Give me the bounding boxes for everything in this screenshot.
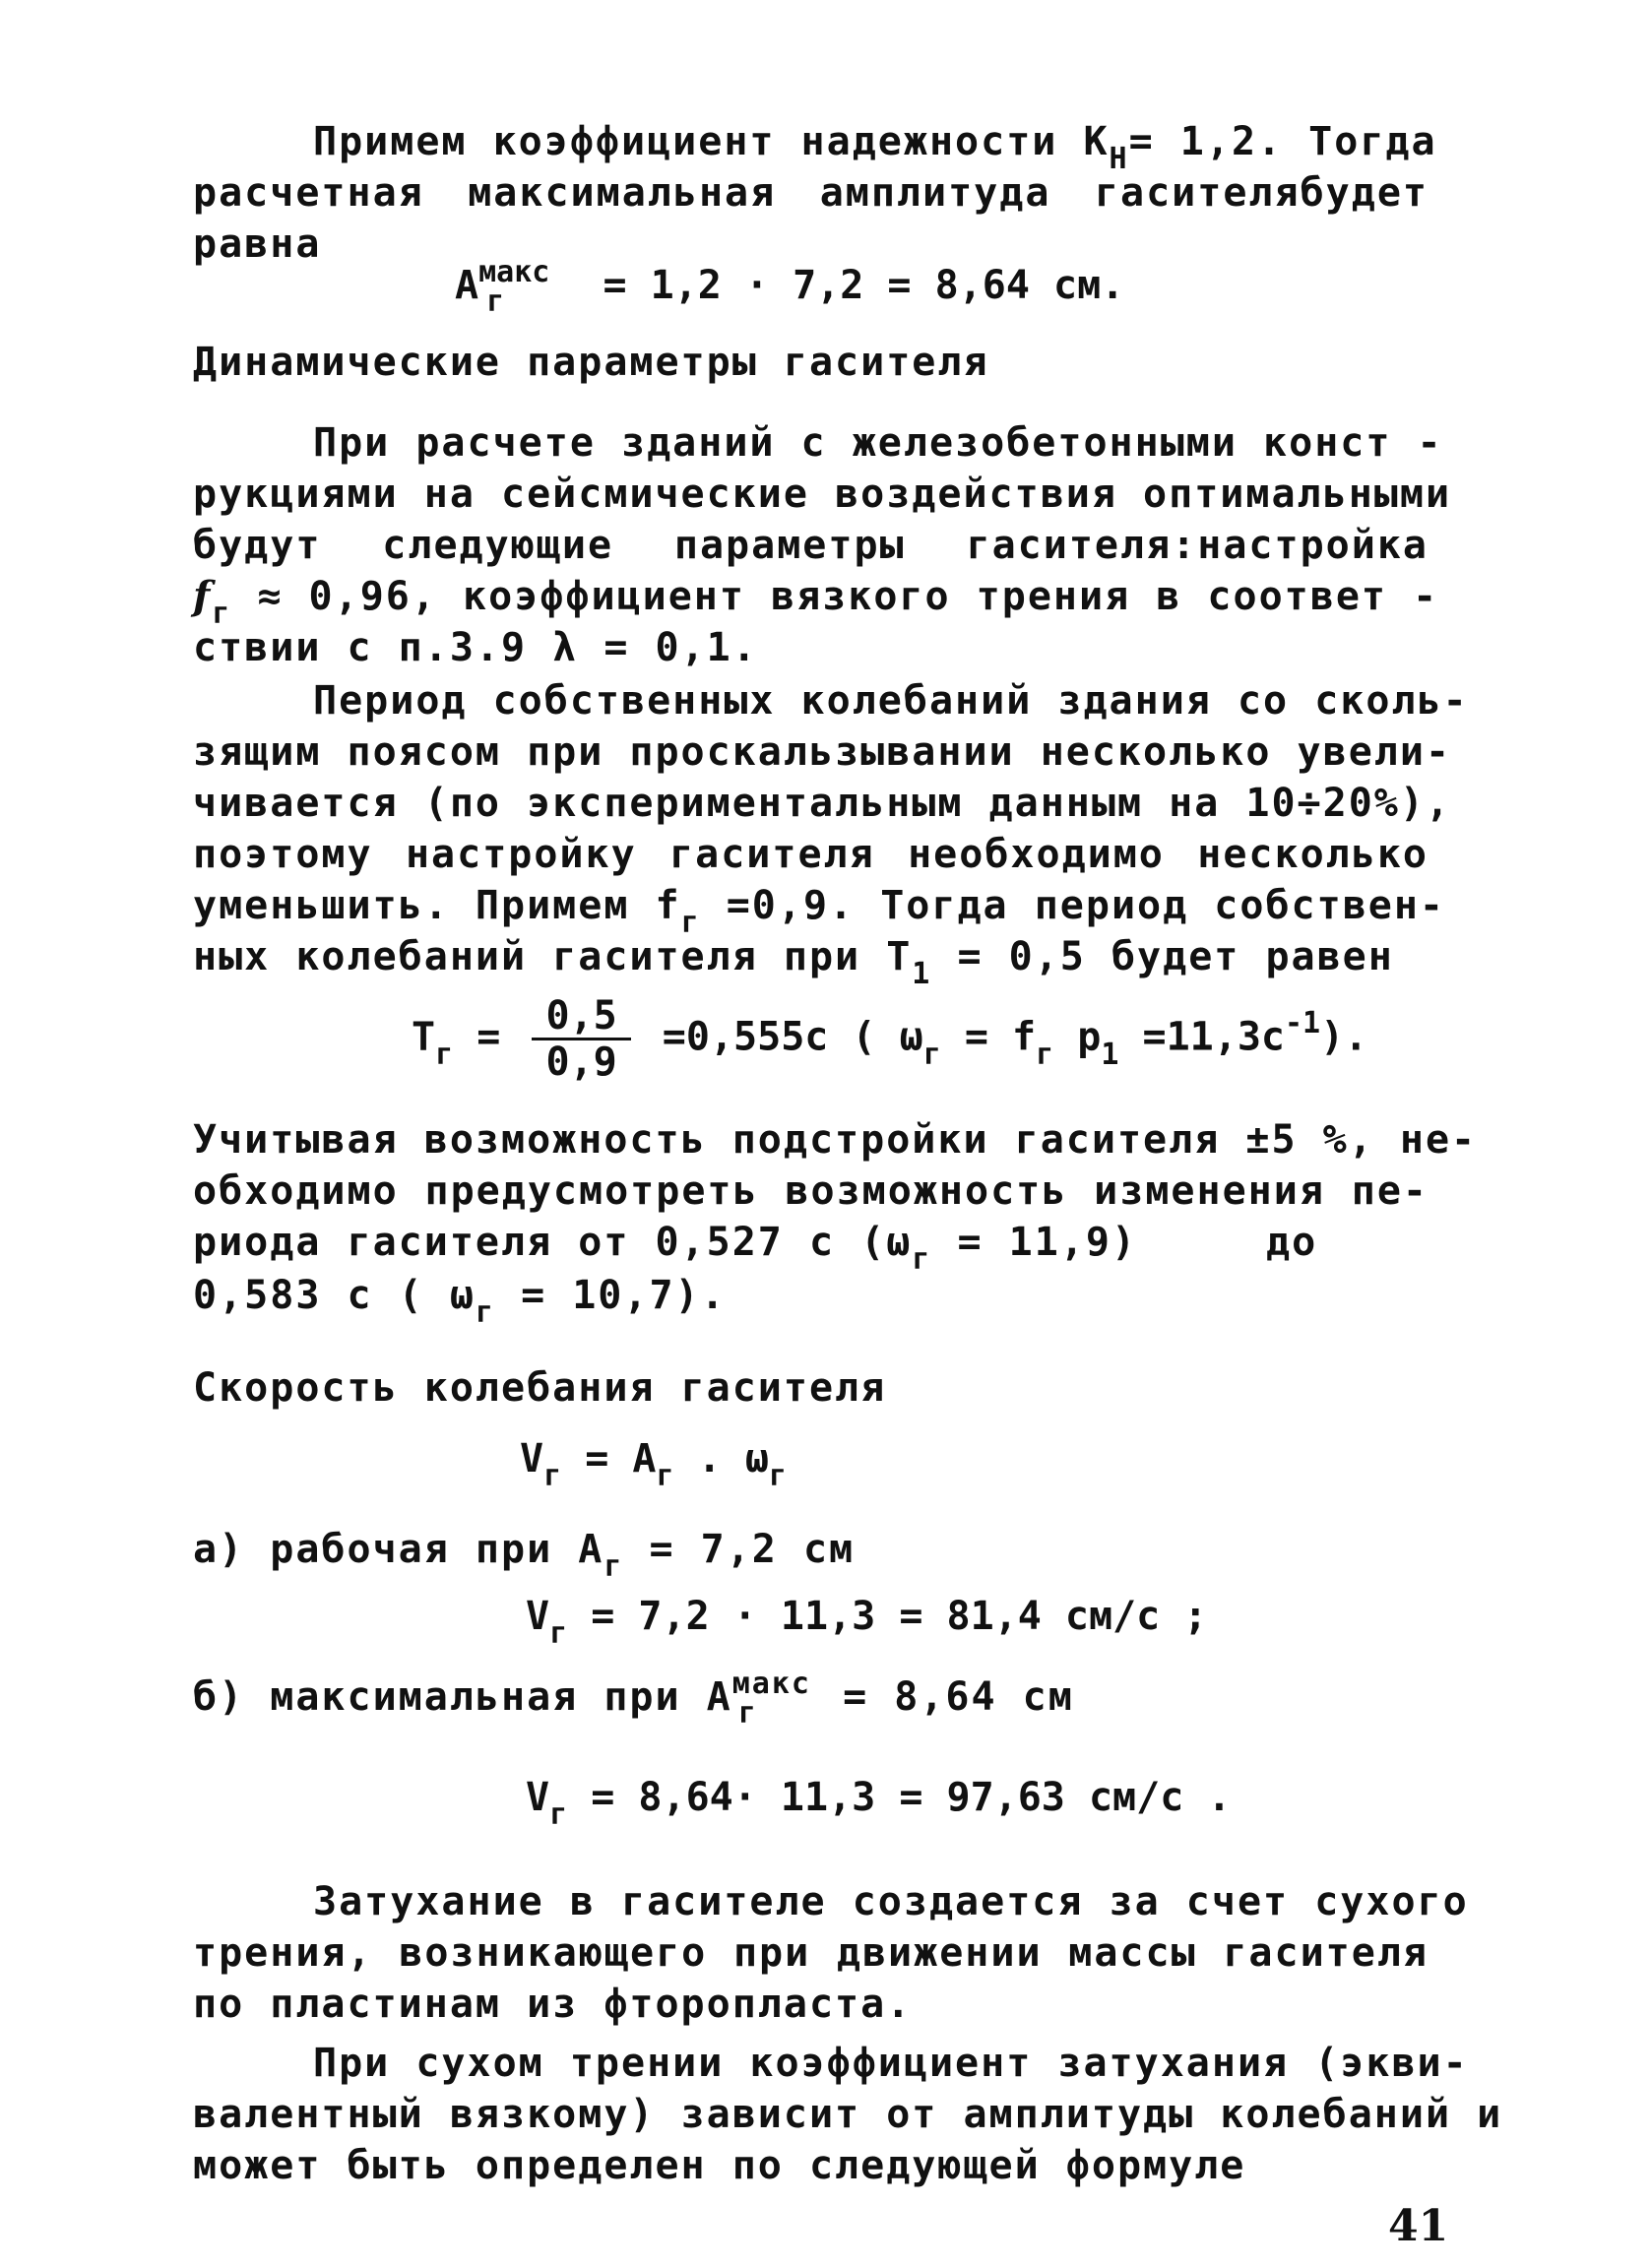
p5-line2: трения, возникающего при движении массы гасителя — [193, 1930, 1429, 1976]
p1-line1: Примем коэффициент надежности $К_Н= 1,2$. Тогда — [313, 119, 1437, 176]
formula-period: $T_г$ = $\frac{0,5}{0,9}$ =0,555с ( $\omega_г = f_г$ $p_1 =11,3с^{-1}$). — [412, 993, 1368, 1085]
section-heading: Динамические параметры гасителя — [193, 340, 989, 385]
page-number: 41 — [1388, 2201, 1449, 2251]
p2-line4: $f_г \approx 0,96$, коэффициент вязкого трения в соответ - — [193, 573, 1439, 631]
p6-line1: При сухом трении коэффициент затухания (экви- — [313, 2041, 1469, 2086]
p3-line6: ных колебаний гасителя при $T_1 = 0,5$ будет равен — [193, 934, 1394, 991]
p1-line2: расчетная максимальная амплитуда гасителябудет — [193, 170, 1429, 216]
p1-line3: равна — [193, 221, 322, 267]
formula-amplitude-max: A макс г = 1,2 · 7,2 = 8,64 см. — [455, 255, 1125, 319]
p4-line3: риода гасителя от 0,527 с $(\omega_г = 11,9)$ до — [193, 1220, 1318, 1277]
p3-line1: Период собственных колебаний здания со сколь- — [313, 678, 1469, 724]
p4-line4: 0,583 с ( $\omega_г = 10,7$). — [193, 1273, 727, 1330]
p3-line2: зящим поясом при проскальзывании несколько увели- — [193, 729, 1452, 775]
p3-line5: уменьшить. Примем $f_г =0,9$. Тогда период собствен- — [193, 883, 1446, 940]
p2-line5: ствии с п.3.9 λ = 0,1. — [193, 625, 758, 670]
p5-line3: по пластинам из фторопласта. — [193, 1982, 913, 2027]
formula-speed: $V_г = A_г$ . $\omega_г$ — [520, 1436, 787, 1493]
fraction: $\frac{0,5}{0,9}$ — [532, 994, 630, 1084]
p5-line1: Затухание в гасителе создается за счет сухого — [313, 1879, 1469, 1924]
p6-line3: может быть определен по следующей формуле — [193, 2143, 1246, 2188]
p2-line2: рукциями на сейсмические воздействия оптимальными — [193, 472, 1452, 517]
case-b-line: б) максимальная при A макс г = 8,64 см — [193, 1667, 1074, 1731]
p2-line3: будут следующие параметры гасителя:настройка — [193, 523, 1429, 568]
p4-line2: обходимо предусмотреть возможность изменения пе- — [193, 1168, 1429, 1214]
p6-line2: валентный вязкому) зависит от амплитуды колебаний и — [193, 2092, 1503, 2137]
formula-speed-working: $V_г = 7,2 \cdot 11,3 = 81,4$ см/с ; — [526, 1594, 1208, 1651]
case-a-line: а) рабочая при $A_г = 7,2$ см — [193, 1527, 856, 1584]
p3-line3: чивается (по экспериментальным данным на 10÷20%), — [193, 781, 1452, 826]
p2-line1: При расчете зданий с железобетонными конст - — [313, 420, 1443, 466]
p4-line1: Учитывая возможность подстройки гасителя ±5 %, не- — [193, 1117, 1478, 1163]
speed-title: Скорость колебания гасителя — [193, 1365, 887, 1411]
p3-line4: поэтому настройку гасителя необходимо несколько — [193, 832, 1429, 877]
formula-speed-max: $V_г = 8,64\cdot 11,3 = 97,63$ см/с . — [526, 1775, 1232, 1832]
